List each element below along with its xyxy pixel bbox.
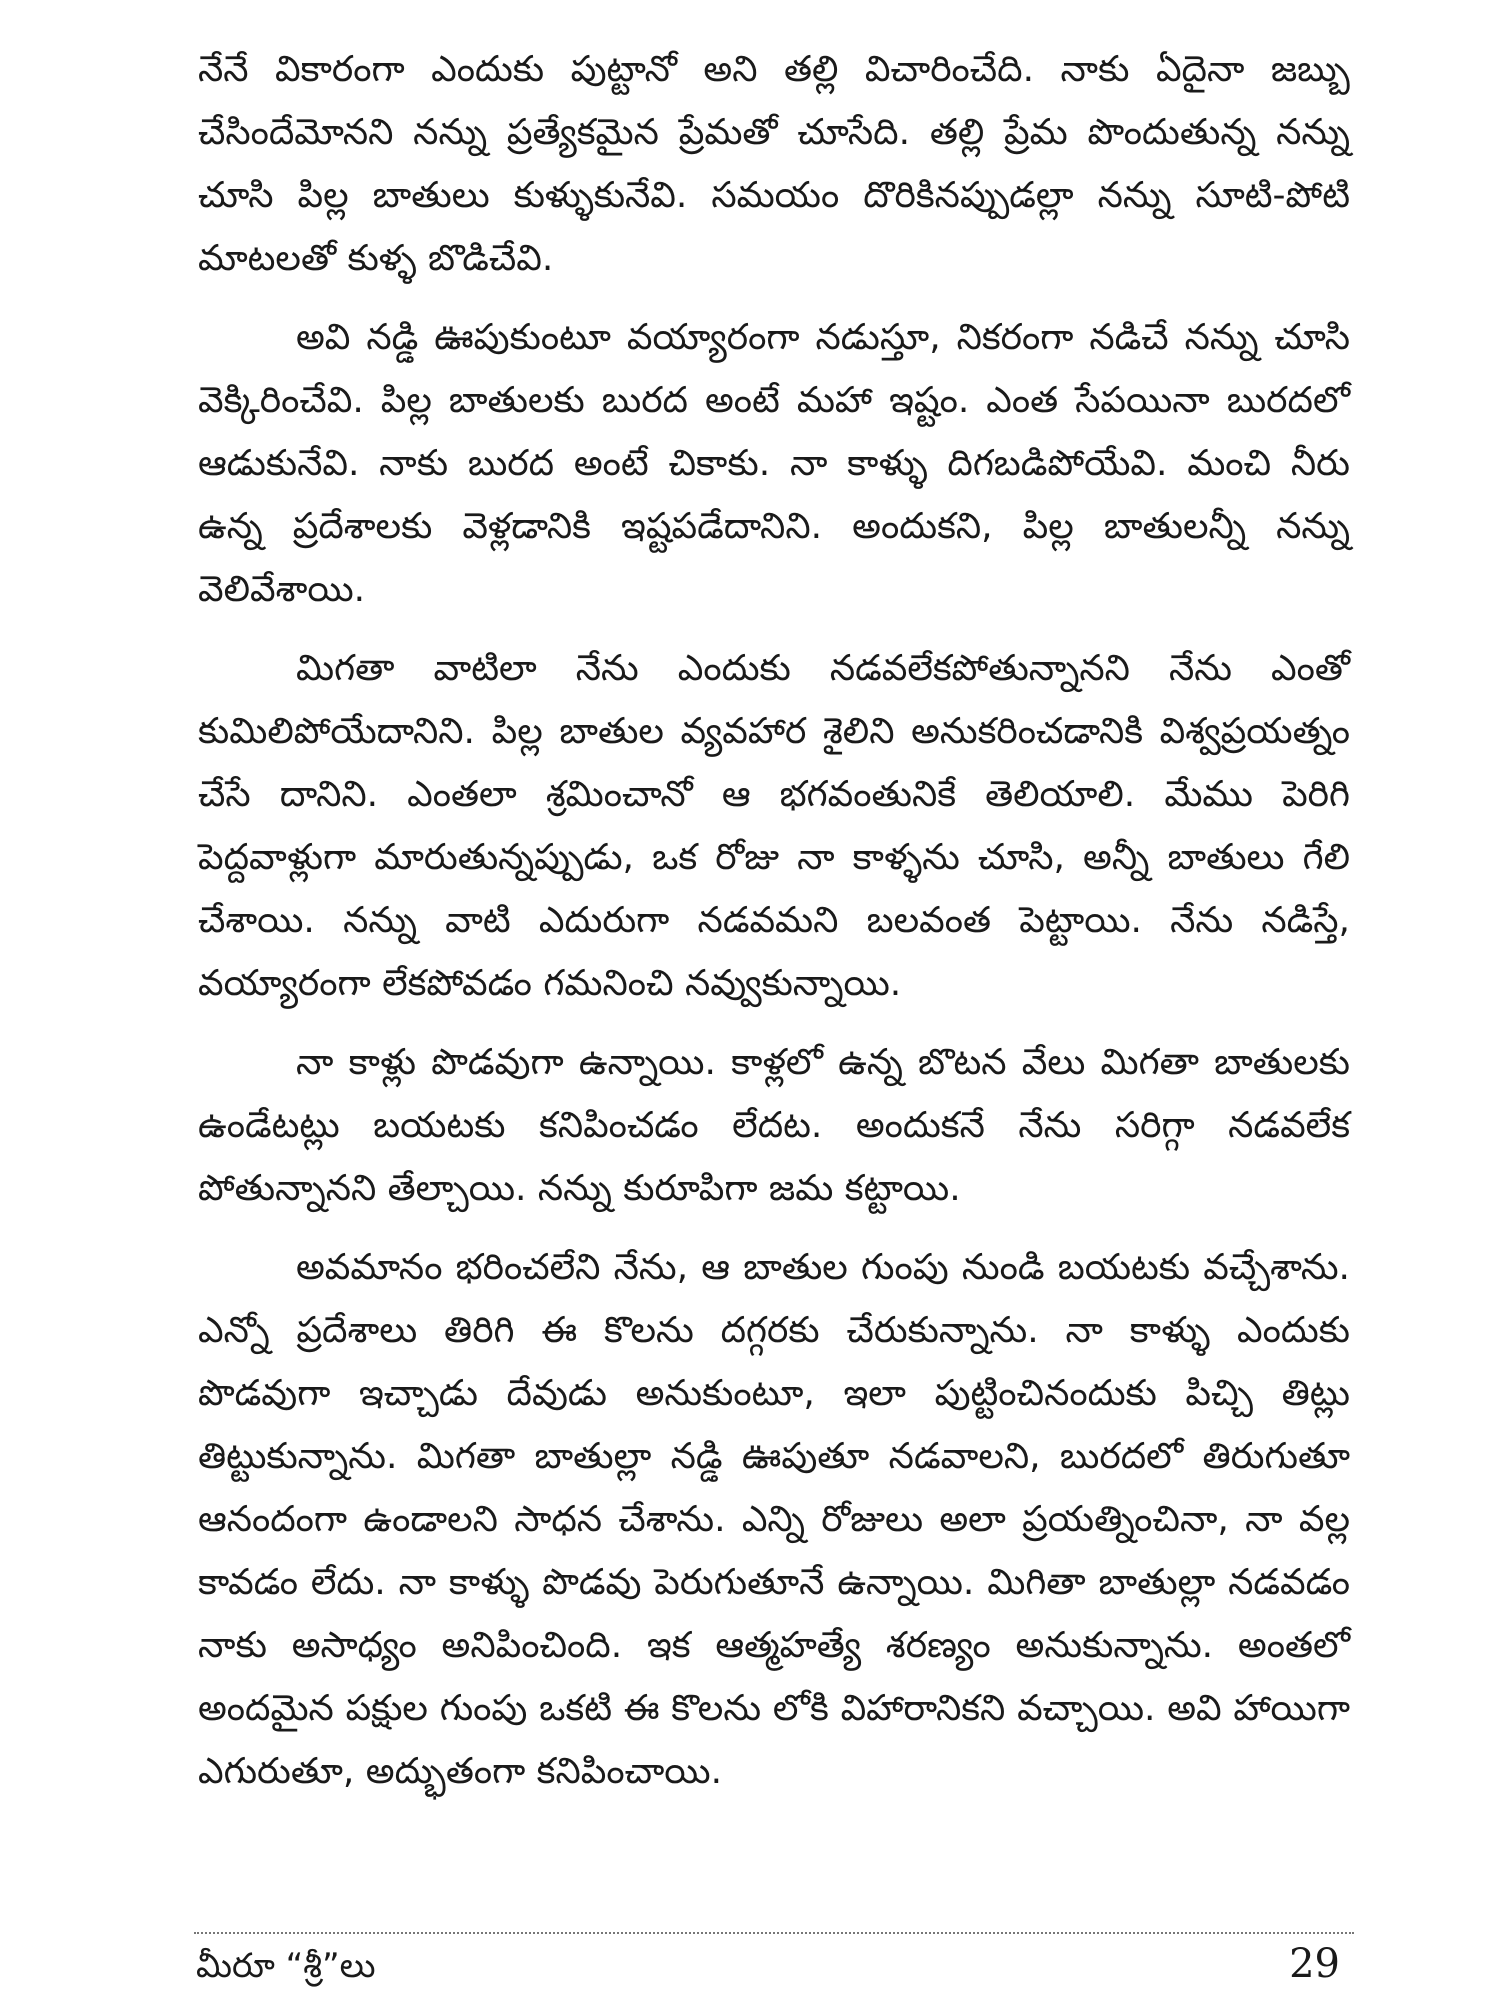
page-body-text bbox=[198, 38, 1350, 1803]
page-number: 29 bbox=[1289, 1941, 1340, 1987]
paragraph-3: మిగతా వాటిలా నేను ఎందుకు నడవలేకపోతున్నానని నేను ఎంతో కుమిలిపోయేదానిని. పిల్ల బాతుల వ్యవహార శైలిని అనుకరించడానికి విశ్వప్రయత్నం చేసే దానిని. ఎంతలా శ్రమించానో ఆ భగవంతునికే తెలియాలి. మేము పెరిగి పెద్దవాళ్లుగా మారుతున్నప్పుడు, ఒక రోజు నా కాళ్ళను చూసి, అన్నీ బాతులు గేలి చేశాయి. నన్ను వాటి ఎదురుగా నడవమని బలవంత పెట్టాయి. నేను నడిస్తే, వయ్యారంగా లేకపోవడం గమనించి నవ్వుకున్నాయి. bbox=[198, 648, 1350, 1004]
paragraph-5: అవమానం భరించలేని నేను, ఆ బాతుల గుంపు నుండి బయటకు వచ్చేశాను. ఎన్నో ప్రదేశాలు తిరిగి ఈ కొలను దగ్గరకు చేరుకున్నాను. నా కాళ్ళు ఎందుకు పొడవుగా ఇచ్చాడు దేవుడు అనుకుంటూ, ఇలా పుట్టించినందుకు పిచ్చి తిట్లు తిట్టుకున్నాను. మిగతా బాతుల్లా నడ్డి ఊపుతూ నడవాలని, బురదలో తిరుగుతూ ఆనందంగా ఉండాలని సాధన చేశాను. ఎన్ని రోజులు అలా ప్రయత్నించినా, నా వల్ల కావడం లేదు. నా కాళ్ళు పొడవు పెరుగుతూనే ఉన్నాయి. మిగితా బాతుల్లా నడవడం నాకు అసాధ్యం అనిపించింది. ఇక ఆత్మహత్యే శరణ్యం అనుకున్నాను. అంతలో అందమైన పక్షుల గుంపు ఒకటి ఈ కొలను లోకి విహారానికని వచ్చాయి. అవి హాయిగా ఎగురుతూ, అద్భుతంగా కనిపించాయి. bbox=[198, 1247, 1350, 1792]
footer-book-title: మీరూ “శ్రీ”లు bbox=[196, 1946, 376, 1986]
paragraph-2: అవి నడ్డి ఊపుకుంటూ వయ్యారంగా నడుస్తూ, నికరంగా నడిచే నన్ను చూసి వెక్కిరించేవి. పిల్ల బాతులకు బురద అంటే మహా ఇష్టం. ఎంత సేపయినా బురదలో ఆడుకునేవి. నాకు బురద అంటే చికాకు. నా కాళ్ళు దిగబడిపోయేవి. మంచి నీరు ఉన్న ప్రదేశాలకు వెళ్లడానికి ఇష్టపడేదానిని. అందుకని, పిల్ల బాతులన్నీ నన్ను వెలివేశాయి. bbox=[198, 317, 1350, 610]
paragraph-1: నేనే వికారంగా ఎందుకు పుట్టానో అని తల్లి విచారించేది. నాకు ఏదైనా జబ్బు చేసిందేమోనని నన్ను ప్రత్యేకమైన ప్రేమతో చూసేది. తల్లి ప్రేమ పొందుతున్న నన్ను చూసి పిల్ల బాతులు కుళ్ళుకునేవి. సమయం దొరికినప్పుడల్లా నన్ను సూటి-పోటి మాటలతో కుళ్ళ బొడిచేవి. bbox=[198, 49, 1350, 279]
footer-divider bbox=[194, 1932, 1354, 1934]
paragraph-4: నా కాళ్లు పొడవుగా ఉన్నాయి. కాళ్లలో ఉన్న బొటన వేలు మిగతా బాతులకు ఉండేటట్లు బయటకు కనిపించడం లేదట. అందుకనే నేను సరిగ్గా నడవలేక పోతున్నానని తేల్చాయి. నన్ను కురూపిగా జమ కట్టాయి. bbox=[198, 1042, 1350, 1209]
